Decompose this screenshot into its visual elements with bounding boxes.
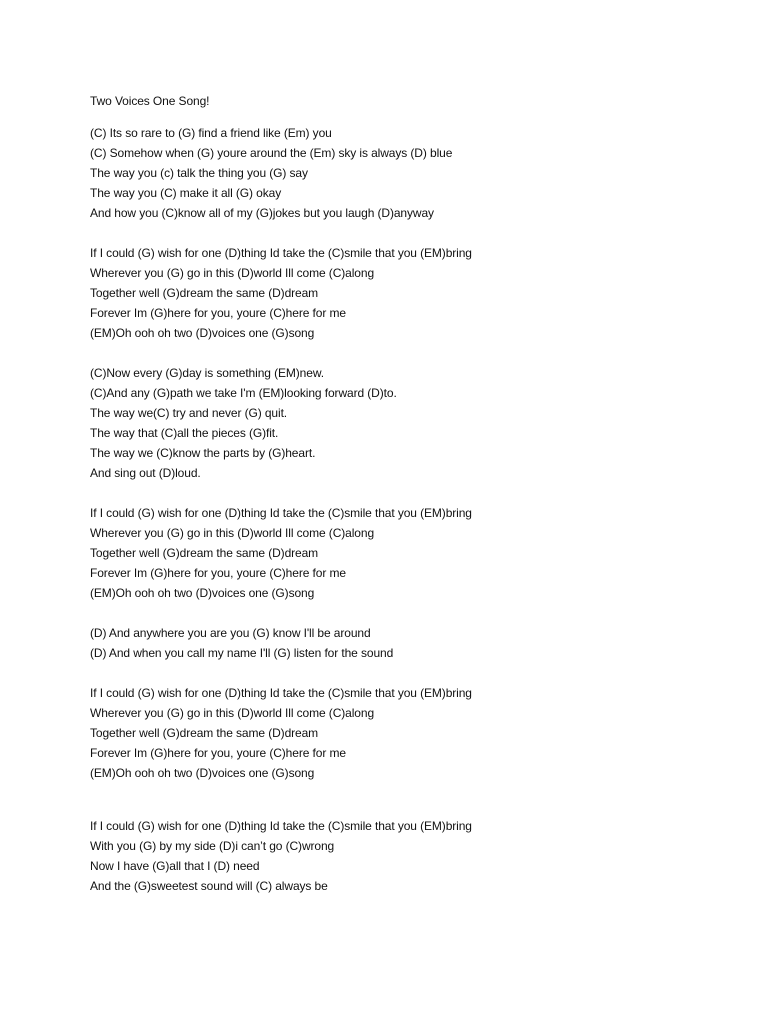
lyric-line: And the (G)sweetest sound will (C) always be [90,879,328,893]
stanza-4 [90,503,730,603]
lyric-line: If I could (G) wish for one (D)thing Id take the (C)smile that you (EM)bring [90,819,472,833]
lyric-line: Wherever you (G) go in this (D)world Ill come (C)along [90,266,375,280]
stanza-spacer [90,603,730,623]
stanza-1 [90,123,730,223]
lyric-line: (D) And anywhere you are you (G) know I'll be around [90,626,371,640]
stanza-spacer [90,483,730,503]
lyric-line: (EM)Oh ooh oh two (D)voices one (G)song [90,586,315,600]
lyric-line: If I could (G) wish for one (D)thing Id take the (C)smile that you (EM)bring [90,506,472,520]
lyric-line: Together well (G)dream the same (D)dream [90,546,319,560]
stanza-spacer [90,223,730,243]
lyric-line: The way that (C)all the pieces (G)fit. [90,426,279,440]
lyric-line: And how you (C)know all of my (G)jokes but you laugh (D)anyway [90,206,434,220]
lyric-line: (D) And when you call my name I'll (G) listen for the sound [90,646,394,660]
stanza-2 [90,243,730,343]
lyric-line: Forever Im (G)here for you, youre (C)here for me [90,566,346,580]
stanza-5 [90,623,730,663]
lyric-line: If I could (G) wish for one (D)thing Id take the (C)smile that you (EM)bring [90,246,472,260]
lyric-line: Forever Im (G)here for you, youre (C)here for me [90,306,346,320]
lyric-line: (C) Its so rare to (G) find a friend like (Em) you [90,126,332,140]
lyric-line: Forever Im (G)here for you, youre (C)here for me [90,746,346,760]
lyric-line: Now I have (G)all that I (D) need [90,859,260,873]
lyric-line: (C)And any (G)path we take I'm (EM)looking forward (D)to. [90,386,397,400]
lyrics-body [90,123,730,896]
lyric-line: Wherever you (G) go in this (D)world Ill come (C)along [90,526,375,540]
stanza-3 [90,363,730,483]
lyric-line: And sing out (D)loud. [90,466,201,480]
lyric-line: If I could (G) wish for one (D)thing Id take the (C)smile that you (EM)bring [90,686,472,700]
lyric-line: The way we (C)know the parts by (G)heart. [90,446,316,460]
stanza-spacer [90,783,730,816]
lyric-line: (C)Now every (G)day is something (EM)new. [90,366,324,380]
lyric-line: (EM)Oh ooh oh two (D)voices one (G)song [90,326,315,340]
lyric-line: (EM)Oh ooh oh two (D)voices one (G)song [90,766,315,780]
lyric-line: (C) Somehow when (G) youre around the (Em) sky is always (D) blue [90,146,453,160]
stanza-spacer [90,343,730,363]
lyric-line: Wherever you (G) go in this (D)world Ill come (C)along [90,706,375,720]
lyric-line: The way you (C) make it all (G) okay [90,186,282,200]
lyric-line: Together well (G)dream the same (D)dream [90,286,319,300]
lyric-line: The way you (c) talk the thing you (G) say [90,166,308,180]
lyric-line: With you (G) by my side (D)i can’t go (C)wrong [90,839,335,853]
song-document [90,91,730,896]
stanza-spacer [90,663,730,683]
stanza-6 [90,683,730,783]
song-title: Two Voices One Song! [90,94,210,108]
lyric-line: Together well (G)dream the same (D)dream [90,726,319,740]
lyric-line: The way we(C) try and never (G) quit. [90,406,288,420]
stanza-7 [90,816,730,896]
